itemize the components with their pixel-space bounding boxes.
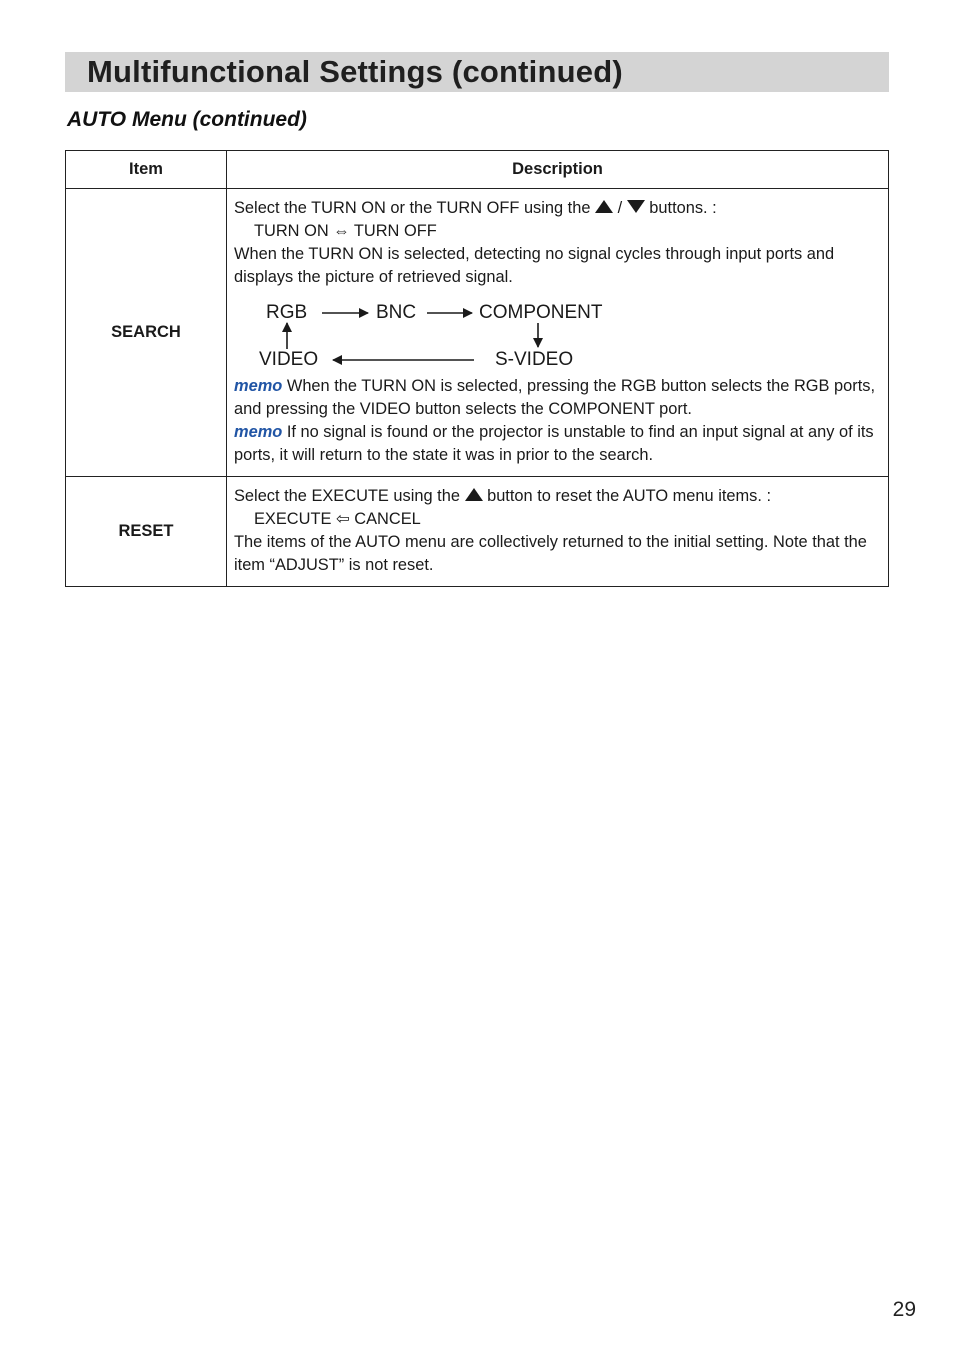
node-component: COMPONENT	[479, 302, 603, 323]
search-explanation: When the TURN ON is selected, detecting no signal cycles through input ports and displays the picture of retrieved signal.	[234, 245, 835, 286]
table-row	[66, 477, 889, 587]
column-header-description: Description	[227, 151, 889, 189]
page-number: 29	[892, 1298, 916, 1321]
item-search: SEARCH	[66, 189, 227, 477]
search-instruction: Select the TURN ON or the TURN OFF using the / buttons. :	[234, 199, 717, 217]
up-triangle-icon	[465, 488, 483, 501]
node-bnc: BNC	[376, 302, 417, 323]
description-reset	[227, 477, 889, 587]
search-options: TURN ON ⇔ TURN OFF	[254, 222, 437, 240]
item-reset: RESET	[66, 477, 227, 587]
memo-label: memo	[234, 423, 283, 441]
description-search	[227, 189, 889, 477]
page-title: Multifunctional Settings (continued)	[87, 54, 623, 89]
auto-menu-table	[65, 150, 889, 587]
node-video: VIDEO	[259, 349, 319, 370]
reset-options: EXECUTE ⇦ CANCEL	[254, 510, 421, 528]
table-row	[66, 189, 889, 477]
section-subtitle: AUTO Menu (continued)	[67, 108, 307, 131]
table-header-row	[66, 151, 889, 189]
down-triangle-icon	[627, 200, 645, 213]
memo-label: memo	[234, 377, 283, 395]
node-svideo: S-VIDEO	[495, 349, 574, 370]
node-rgb: RGB	[266, 302, 308, 323]
reset-explanation: The items of the AUTO menu are collectively returned to the initial setting. Note that the item “ADJUST” is not reset.	[234, 533, 867, 574]
memo-2: memo If no signal is found or the projector is unstable to find an input signal at any of its ports, it will return to the state it was in prior to the search.	[234, 423, 874, 464]
up-triangle-icon	[595, 200, 613, 213]
reset-instruction: Select the EXECUTE using the button to reset the AUTO menu items. :	[234, 487, 772, 505]
column-header-item: Item	[66, 151, 227, 189]
input-cycle-diagram	[234, 289, 854, 373]
memo-1: memo When the TURN ON is selected, pressing the RGB button selects the RGB ports, and pressing the VIDEO button selects the COMPONENT port.	[234, 377, 876, 418]
section-title-bar	[65, 52, 889, 92]
